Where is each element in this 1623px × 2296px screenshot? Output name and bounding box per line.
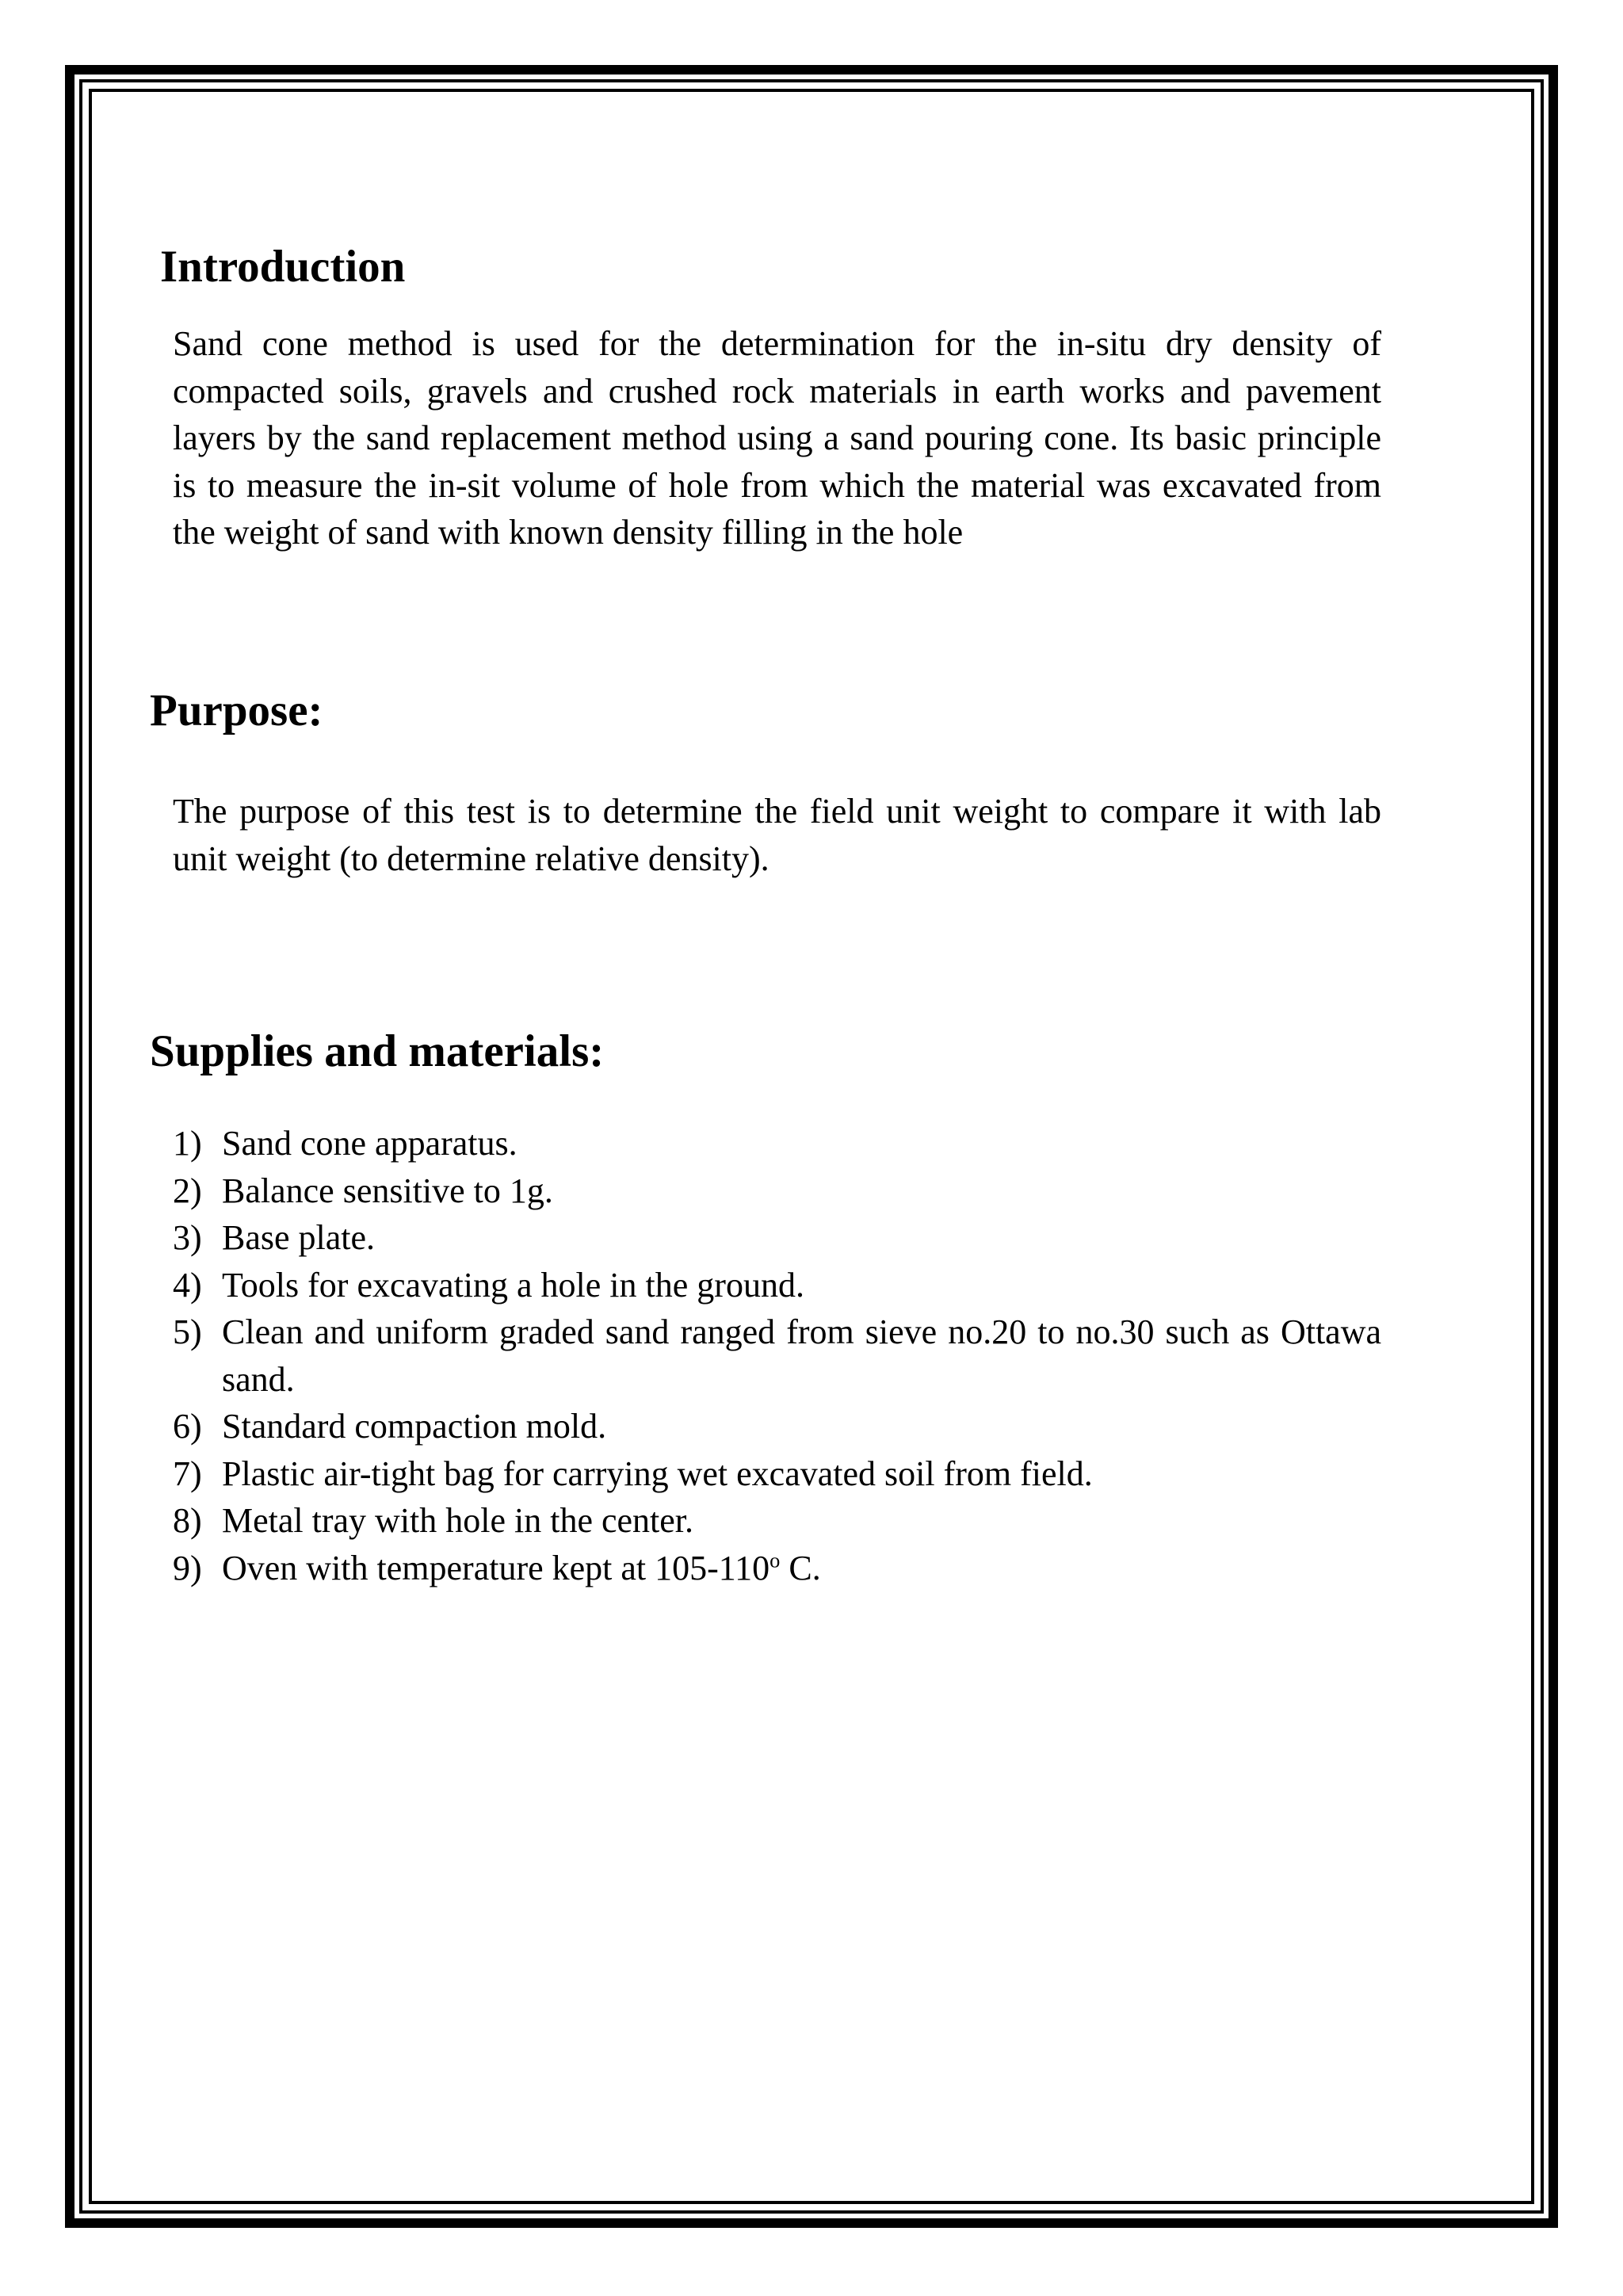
list-item-text: Base plate. <box>222 1218 376 1257</box>
degree-superscript: o <box>769 1547 781 1572</box>
list-item-number: 5) <box>173 1312 202 1351</box>
list-item-number: 4) <box>173 1265 202 1305</box>
list-item <box>173 1545 1381 1592</box>
purpose-heading: Purpose: <box>150 686 323 735</box>
list-item-number: 8) <box>173 1501 202 1540</box>
list-item-number: 9) <box>173 1548 202 1587</box>
list-item-text: Balance sensitive to 1g. <box>222 1171 553 1210</box>
list-item <box>173 1308 1381 1403</box>
list-item <box>173 1167 1381 1215</box>
list-item-text: Plastic air-tight bag for carrying wet excavated soil from field. <box>222 1454 1093 1493</box>
list-item-number: 3) <box>173 1218 202 1257</box>
list-item-number: 2) <box>173 1171 202 1210</box>
list-item <box>173 1403 1381 1450</box>
list-item-text: Metal tray with hole in the center. <box>222 1501 694 1540</box>
supplies-heading: Supplies and materials: <box>150 1026 605 1076</box>
purpose-paragraph: The purpose of this test is to determine the field unit weight to compare it with lab unit weight (to determine relative density). <box>173 792 1381 878</box>
oven-temperature-text: Oven with temperature kept at 105-110 <box>222 1548 770 1587</box>
list-item <box>173 1262 1381 1309</box>
list-item-text: Standard compaction mold. <box>222 1407 607 1446</box>
list-item-number: 7) <box>173 1454 202 1493</box>
introduction-heading: Introduction <box>160 242 406 292</box>
list-item <box>173 1497 1381 1545</box>
list-item-number: 6) <box>173 1407 202 1446</box>
list-item <box>173 1120 1381 1167</box>
list-item <box>173 1214 1381 1262</box>
list-item-number: 1) <box>173 1124 202 1163</box>
supplies-list <box>173 1120 1381 1591</box>
list-item <box>173 1450 1381 1498</box>
list-item-text <box>222 1545 1381 1592</box>
list-item-text: Sand cone apparatus. <box>222 1124 517 1163</box>
celsius-suffix: C. <box>780 1548 821 1587</box>
list-item-text: Tools for excavating a hole in the ground. <box>222 1265 804 1305</box>
introduction-paragraph: Sand cone method is used for the determination for the in-situ dry density of compacted soils, gravels and crushed rock materials in earth works and pavement layers by the sand replacement method using a sand pouring cone. Its basic principle is to measure the in-sit volume of hole from which the material was excavated from the weight of sand with known density filling in the hole <box>173 324 1381 552</box>
list-item-text: Clean and uniform graded sand ranged from sieve no.20 to no.30 such as Ottawa sand. <box>222 1312 1381 1399</box>
